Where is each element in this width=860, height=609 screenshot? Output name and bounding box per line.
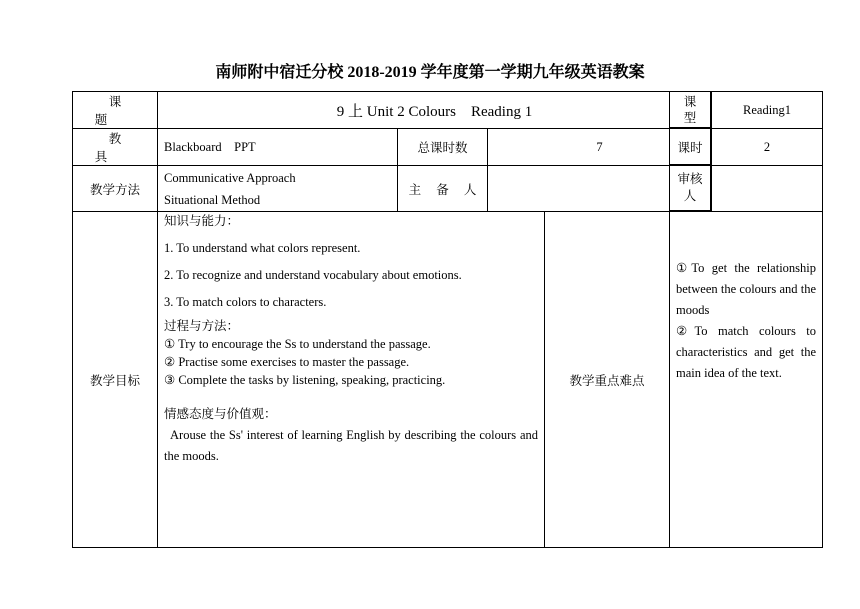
value-lesson-type: Reading1 xyxy=(712,92,823,129)
label-total-periods: 总课时数 xyxy=(398,129,488,166)
value-total-periods: 7 xyxy=(488,129,712,166)
knowledge-item-2: 2. To recognize and understand vocabulary about emotions. xyxy=(164,268,462,282)
value-period: 2 xyxy=(712,129,823,166)
value-method xyxy=(158,166,398,212)
value-reviewer xyxy=(712,166,823,212)
knowledge-item-3: 3. To match colors to characters. xyxy=(164,295,327,309)
method-line-1: Communicative Approach xyxy=(164,170,296,185)
label-period: 课时 xyxy=(669,128,711,165)
knowledge-item-1: 1. To understand what colors represent. xyxy=(164,241,361,255)
value-topic: 9 上 Unit 2 Colours Reading 1 xyxy=(158,92,712,129)
attitude-text: Arouse the Ss' interest of learning English by describing the colours and the moods. xyxy=(164,428,538,463)
label-tools: 教 具 xyxy=(73,129,158,166)
label-lesson-type: 课型 xyxy=(669,91,711,128)
process-item-2: ② Practise some exercises to master the passage. xyxy=(164,355,410,369)
process-item-3: ③ Complete the tasks by listening, speaking, practicing. xyxy=(164,373,446,387)
attitude-heading: 情感态度与价值观： xyxy=(164,407,277,421)
row-goals xyxy=(73,212,823,548)
label-method: 教学方法 xyxy=(73,166,158,212)
value-tools: Blackboard PPT xyxy=(158,129,398,166)
key-point-2: ②To match colours to characteristics and get the main idea of the text. xyxy=(676,324,817,380)
method-line-2: Situational Method xyxy=(164,192,261,207)
goals-content xyxy=(158,212,545,548)
label-goals: 教学目标 xyxy=(73,212,158,548)
label-preparer: 主 备 人 xyxy=(398,166,488,212)
key-point-1: ①To get the relationship between the colours and the moods xyxy=(676,261,817,317)
key-points-content xyxy=(670,212,823,548)
knowledge-heading: 知识与能力： xyxy=(164,214,240,228)
document-title: 南师附中宿迁分校 2018-2019 学年度第一学期九年级英语教案 xyxy=(215,64,645,81)
process-heading: 过程与方法： xyxy=(164,319,240,333)
label-reviewer: 审核人 xyxy=(669,165,711,211)
label-topic: 课 题 xyxy=(73,92,158,129)
process-item-1: ① Try to encourage the Ss to understand the passage. xyxy=(164,337,431,351)
label-key-points: 教学重点难点 xyxy=(545,212,670,548)
